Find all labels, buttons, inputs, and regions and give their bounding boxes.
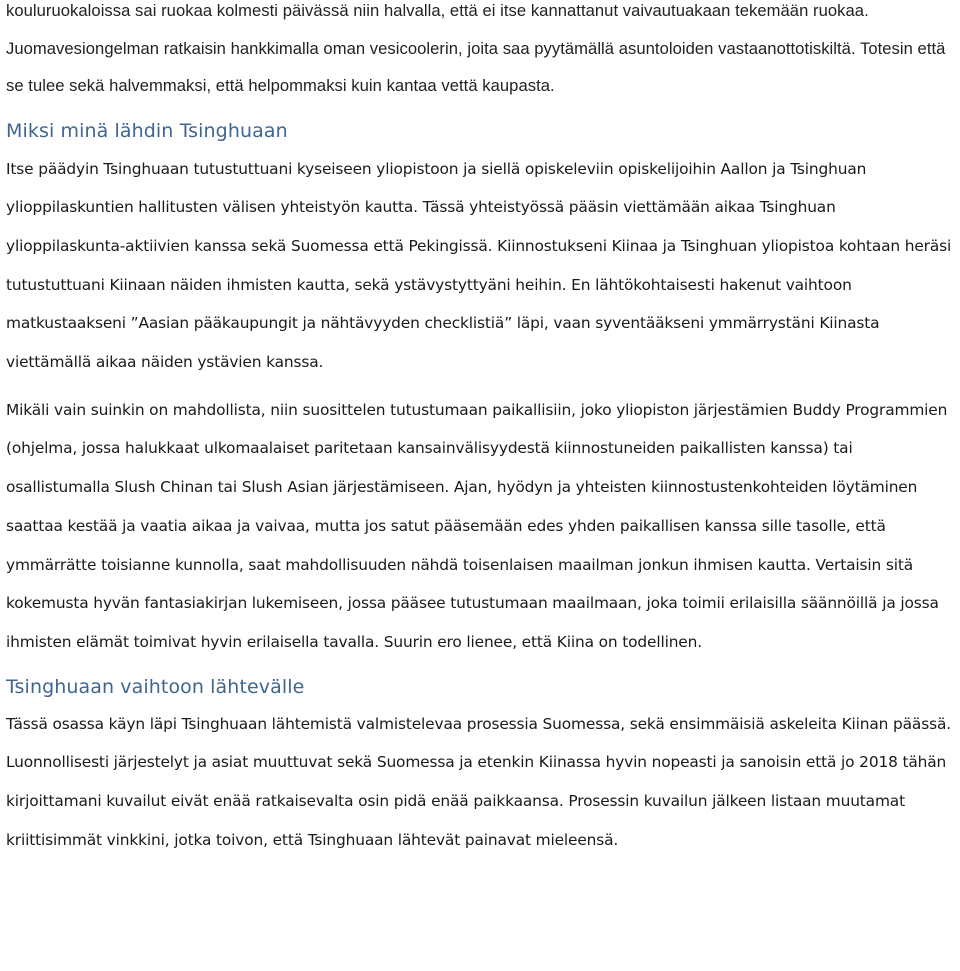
section2-paragraph-1: Tässä osassa käyn läpi Tsinghuaan lähtemistä valmistelevaa prosessia Suomessa, sekä ensimmäisiä askeleita Kiinan päässä. Luonnollisesti järjestelyt ja asiat muuttuvat sekä Suomessa ja etenkin Kiinassa hyvin nopeasti ja sanoisin että jo 2018 tähän kirjoittamani kuvailut eivät enää ratkaisevalta osin pidä enää paikkaansa. Prosessin kuvailun jälkeen listaan muutamat kriittisimmät vinkkini, jotka toivon, että Tsinghuaan lähtevät painavat mieleensä. [6, 714, 951, 849]
section1-paragraph-2: Mikäli vain suinkin on mahdollista, niin suosittelen tutustumaan paikallisiin, joko yliopiston järjestämien Buddy Programmien (ohjelma, jossa halukkaat ulkomaalaiset paritetaan kansainvälisyydestä kiinnostuneiden paikallisten kanssa) tai osallistumalla Slush Chinan tai Slush Asian järjestämiseen. Ajan, hyödyn ja yhteisten kiinnostustenkohteiden löytäminen saattaa kestää ja vaatia aikaa ja vaivaa, mutta jos satut pääsemään edes yhden paikallisen kanssa sille tasolle, että ymmärrätte toisianne kunnolla, saat mahdollisuuden nähdä toisenlaisen maailman jonkun ihmisen kautta. Vertaisin sitä kokemusta hyvän fantasiakirjan lukemiseen, jossa pääsee tutustumaan maailmaan, joka toimii erilaisilla säännöillä ja jossa ihmisten elämät toimivat hyvin erilaisella tavalla. Suurin ero lienee, että Kiina on todellinen. [6, 400, 948, 651]
section-heading-why-tsinghua: Miksi minä lähdin Tsinghuaan [6, 119, 288, 142]
section1-paragraph-1: Itse päädyin Tsinghuaan tutustuttuani kyseiseen yliopistoon ja siellä opiskeleviin opiskelijoihin Aallon ja Tsinghuan ylioppilaskuntien hallitusten välisen yhteistyön kautta. Tässä yhteistyössä pääsin viettämään aikaa Tsinghuan ylioppilaskunta-aktiivien kanssa sekä Suomessa että Pekingissä. Kiinnostukseni Kiinaa ja Tsinghuan yliopistoa kohtaan heräsi tutustuttuani Kiinaan näiden ihmisten kautta, sekä ystävystyttyäni heihin. En lähtökohtaisesti hakenut vaihtoon matkustaakseni ”Aasian pääkaupungit ja nähtävyyden checklistiä” läpi, vaan syventääkseni ymmärrystäni Kiinasta viettämällä aikaa näiden ystävien kanssa. [6, 159, 952, 372]
intro-paragraph: kouluruokaloissa sai ruokaa kolmesti päivässä niin halvalla, että ei itse kannattanut vaivautuakaan tekemään ruokaa. Juomavesiongelman ratkaisin hankkimalla oman vesicoolerin, joita saa pyytämällä asuntoloiden vastaanottotiskiltä. Totesin että se tulee sekä halvemmaksi, että helpommaksi kuin kantaa vettä kaupasta. [6, 1, 946, 95]
document-page [6, 0, 956, 859]
section-heading-for-exchange-students: Tsinghuaan vaihtoon lähtevälle [6, 675, 305, 698]
